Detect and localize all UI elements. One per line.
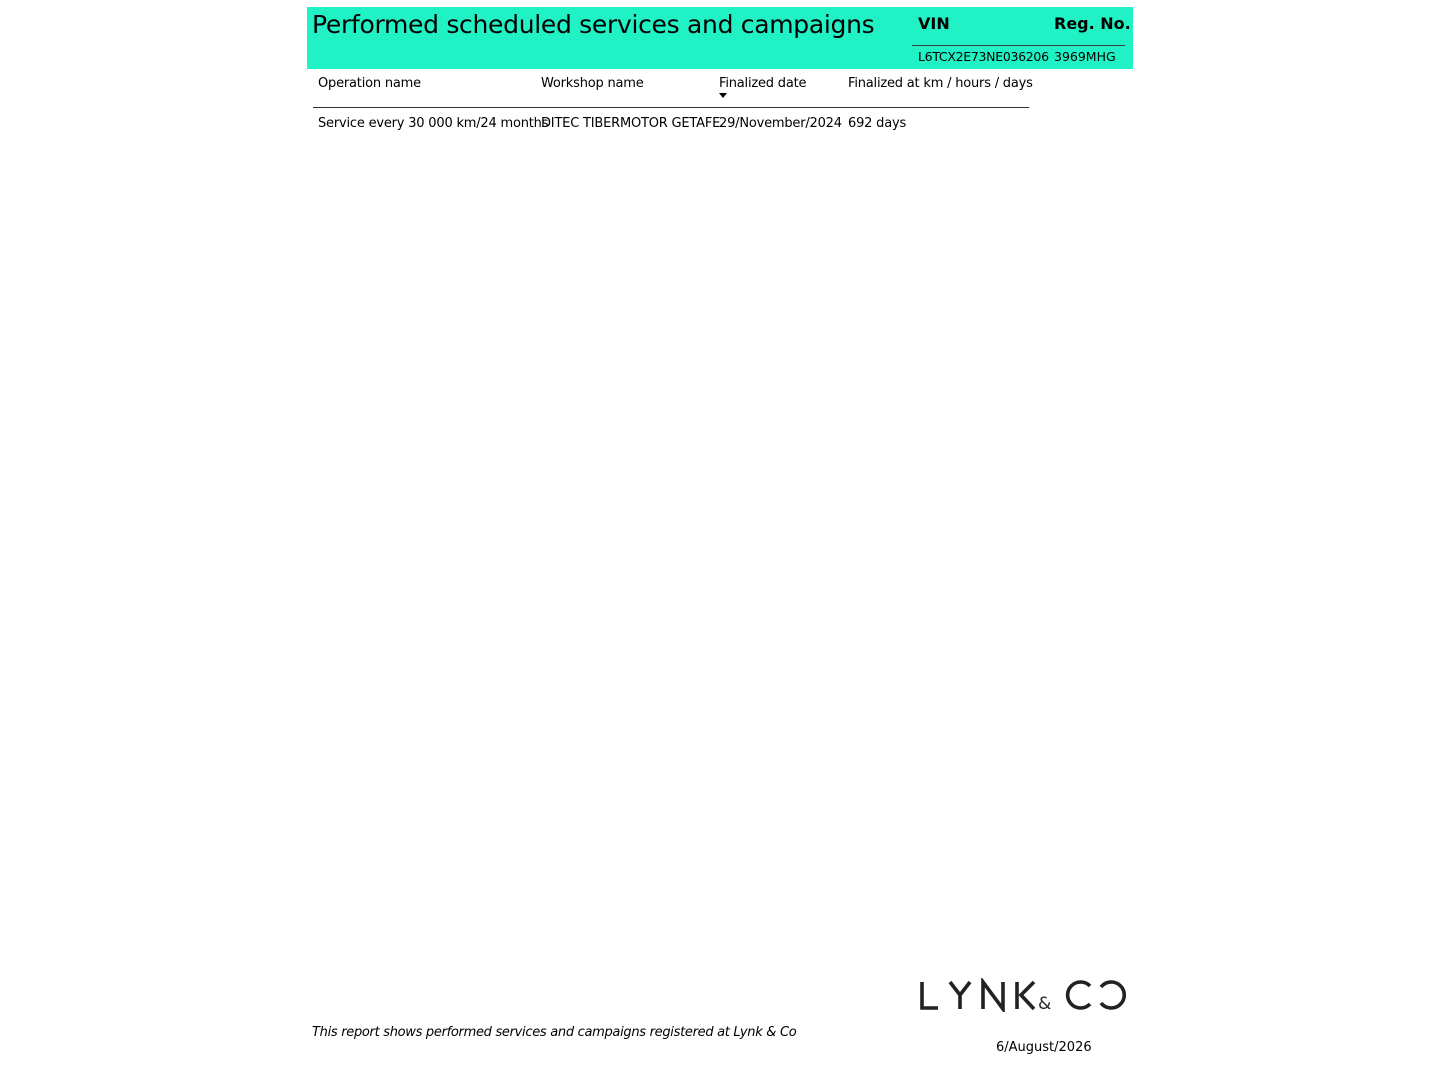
footer-note: This report shows performed services and campaigns registered at Lynk & Co <box>312 1025 797 1040</box>
vin-value: L6TCX2E73NE036206 <box>918 49 1049 64</box>
cell-finalized-at: 692 days <box>848 116 907 131</box>
reg-no-value: 3969MHG <box>1054 49 1116 64</box>
column-header-operation-name[interactable]: Operation name <box>318 76 421 91</box>
report-date: 6/August/2026 <box>996 1040 1092 1055</box>
id-divider <box>912 45 1125 46</box>
cell-operation-name: Service every 30 000 km/24 months <box>318 116 549 131</box>
report-title: Performed scheduled services and campaigns <box>312 10 875 39</box>
sort-descending-icon[interactable] <box>719 93 727 98</box>
cell-finalized-date: 29/November/2024 <box>719 116 842 131</box>
report-header <box>307 7 1133 69</box>
vin-label: VIN <box>918 14 950 33</box>
column-header-finalized-date[interactable]: Finalized date <box>719 76 807 91</box>
svg-text:&: & <box>1038 994 1052 1012</box>
cell-workshop-name: DITEC TIBERMOTOR GETAFE <box>541 116 721 131</box>
table-header-divider <box>313 107 1029 108</box>
column-header-finalized-at[interactable]: Finalized at km / hours / days <box>848 76 1033 91</box>
reg-no-label: Reg. No. <box>1054 14 1131 33</box>
column-header-workshop-name[interactable]: Workshop name <box>541 76 644 91</box>
lynk-co-logo <box>918 978 1128 1012</box>
